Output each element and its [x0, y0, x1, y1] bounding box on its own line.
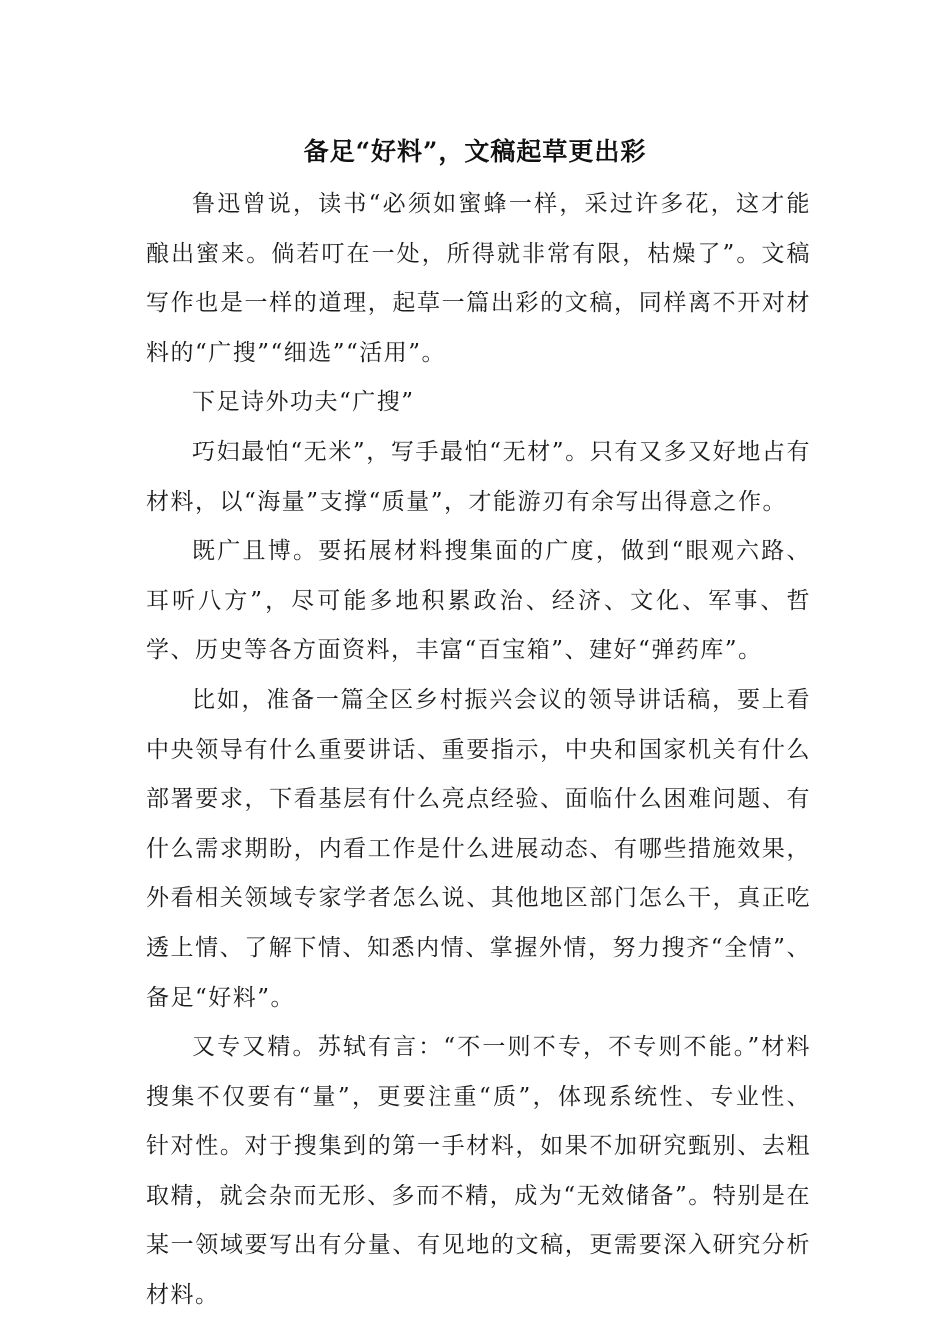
paragraph: 巧妇最怕“无米”，写手最怕“无材”。只有又多又好地占有材料，以“海量”支撑“质量”，才能游刃有余写出得意之作。 — [146, 438, 811, 515]
paragraph: 比如，准备一篇全区乡村振兴会议的领导讲话稿，要上看中央领导有什么重要讲话、重要指示，中央和国家机关有什么部署要求，下看基层有什么亮点经验、面临什么困难问题、有什么需求期盼，内看工作是什么进展动态、有哪些措施效果，外看相关领域专家学者怎么说、其他地区部门怎么干，真正吃透上情、了解下情、知悉内情、掌握外情，努力搜齐“全情”、备足“好料”。 — [146, 686, 811, 1011]
document-body — [146, 180, 811, 1321]
paragraph: 既广且博。要拓展材料搜集面的广度，做到“眼观六路、耳听八方”，尽可能多地积累政治、经济、文化、军事、哲学、历史等各方面资料，丰富“百宝箱”、建好“弹药库”。 — [146, 538, 811, 664]
paragraph: 又专又精。苏轼有言：“不一则不专，不专则不能。”材料搜集不仅要有“量”，更要注重“质”，体现系统性、专业性、针对性。对于搜集到的第一手材料，如果不加研究甄别、去粗取精，就会杂而无形、多而不精，成为“无效储备”。特别是在某一领域要写出有分量、有见地的文稿，更需要深入研究分析材料。 — [146, 1034, 811, 1309]
paragraph-intro: 鲁迅曾说，读书“必须如蜜蜂一样，采过许多花，这才能酿出蜜来。倘若叮在一处，所得就非常有限，枯燥了”。文稿写作也是一样的道理，起草一篇出彩的文稿，同样离不开对材料的“广搜”“细选”“活用”。 — [146, 191, 811, 366]
document-title: 备足“好料”，文稿起草更出彩 — [303, 137, 647, 166]
section-heading: 下足诗外功夫“广搜” — [192, 389, 415, 416]
